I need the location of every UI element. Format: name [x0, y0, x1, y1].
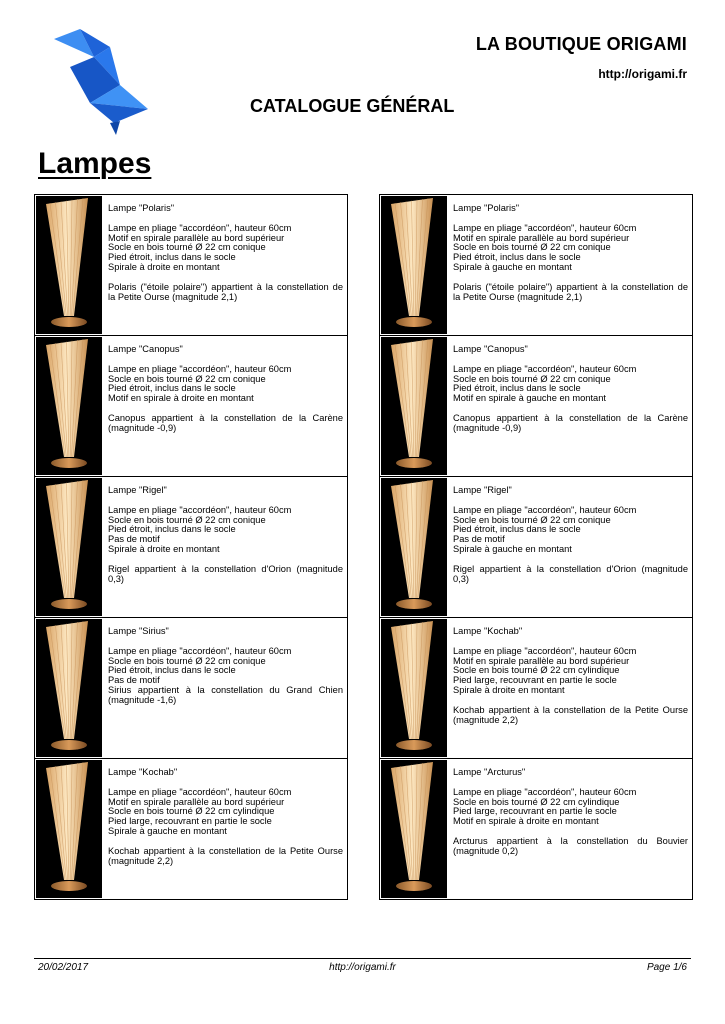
product-name: Lampe "Arcturus": [453, 767, 526, 777]
product-feature-line: Pas de motif: [453, 534, 505, 545]
product-name: Lampe "Sirius": [108, 626, 169, 636]
product-card: [380, 477, 692, 618]
site-url[interactable]: http://origami.fr: [598, 67, 687, 81]
product-card: [35, 477, 347, 618]
left-product-column: [34, 194, 348, 900]
product-feature-line: Socle en bois tourné Ø 22 cm conique: [453, 373, 611, 384]
product-feature-line: Socle en bois tourné Ø 22 cm conique: [453, 242, 611, 253]
product-feature-line: Lampe en pliage "accordéon", hauteur 60cm: [453, 363, 637, 374]
product-feature-line: Motif en spirale à droite en montant: [453, 816, 599, 827]
product-name: Lampe "Polaris": [108, 203, 175, 213]
product-card: [380, 336, 692, 477]
lamp-photo: [381, 196, 447, 334]
product-feature-line: Motif en spirale parallèle au bord supérieur: [108, 232, 285, 243]
product-note: Canopus appartient à la constellation de la Carène (magnitude -0,9): [108, 412, 343, 433]
product-card: [380, 195, 692, 336]
product-description: [108, 627, 343, 706]
product-feature-line: Socle en bois tourné Ø 22 cm conique: [108, 373, 266, 384]
product-name: Lampe "Rigel": [108, 485, 167, 495]
product-note: Polaris ("étoile polaire") appartient à la constellation de la Petite Ourse (magnitude 2,1): [108, 281, 343, 302]
product-feature-line: Pied étroit, inclus dans le socle: [108, 252, 236, 263]
product-feature-line: Spirale à gauche en montant: [453, 261, 572, 272]
brand-name: LA BOUTIQUE ORIGAMI: [475, 34, 687, 54]
lamp-photo: [381, 760, 447, 898]
product-feature-line: Pied large, recouvrant en partie le socle: [453, 675, 617, 686]
product-feature-line: Pied large, recouvrant en partie le socle: [453, 806, 617, 817]
product-feature-line: Sirius appartient à la constellation du Grand Chien (magnitude -1,6): [108, 684, 343, 705]
product-feature-line: Lampe en pliage "accordéon", hauteur 60cm: [108, 363, 292, 374]
lamp-photo: [381, 478, 447, 616]
product-feature-line: Spirale à gauche en montant: [108, 825, 227, 836]
product-feature-line: Socle en bois tourné Ø 22 cm cylindique: [453, 665, 620, 676]
product-note: Polaris ("étoile polaire") appartient à la constellation de la Petite Ourse (magnitude 2,1): [453, 281, 688, 302]
product-feature-line: Motif en spirale parallèle au bord supérieur: [108, 796, 285, 807]
product-name: Lampe "Canopus": [108, 344, 183, 354]
product-feature-line: Pied étroit, inclus dans le socle: [108, 524, 236, 535]
product-feature-line: Socle en bois tourné Ø 22 cm cylindique: [453, 796, 620, 807]
product-note: Rigel appartient à la constellation d'Orion (magnitude 0,3): [108, 563, 343, 584]
lamp-photo: [36, 196, 102, 334]
product-description: [453, 486, 688, 584]
lamp-photo: [36, 619, 102, 757]
product-name: Lampe "Canopus": [453, 344, 528, 354]
product-description: [453, 345, 688, 434]
product-feature-line: Socle en bois tourné Ø 22 cm conique: [108, 514, 266, 525]
product-card: [35, 759, 347, 899]
lamp-photo: [381, 619, 447, 757]
product-feature-line: Spirale à droite en montant: [108, 543, 220, 554]
lamp-photo: [36, 478, 102, 616]
product-feature-line: Motif en spirale à droite en montant: [108, 393, 254, 404]
product-feature-line: Spirale à gauche en montant: [453, 543, 572, 554]
product-feature-line: Spirale à droite en montant: [453, 684, 565, 695]
product-card: [35, 195, 347, 336]
product-feature-line: Socle en bois tourné Ø 22 cm conique: [453, 514, 611, 525]
product-feature-line: Socle en bois tourné Ø 22 cm cylindique: [108, 806, 275, 817]
section-title: Lampes: [38, 147, 152, 180]
product-feature-line: Lampe en pliage "accordéon", hauteur 60cm: [108, 222, 292, 233]
footer-date: 20/02/2017: [38, 962, 89, 973]
right-product-column: [379, 194, 693, 900]
product-description: [108, 345, 343, 434]
lamp-photo: [36, 760, 102, 898]
product-feature-line: Motif en spirale parallèle au bord supérieur: [453, 232, 630, 243]
product-feature-line: Lampe en pliage "accordéon", hauteur 60cm: [453, 222, 637, 233]
product-note: Arcturus appartient à la constellation du Bouvier (magnitude 0,2): [453, 835, 688, 856]
product-name: Lampe "Polaris": [453, 203, 520, 213]
lamp-photo: [381, 337, 447, 475]
product-feature-line: Spirale à droite en montant: [108, 261, 220, 272]
product-feature-line: Pied étroit, inclus dans le socle: [453, 524, 581, 535]
product-feature-line: Lampe en pliage "accordéon", hauteur 60cm: [453, 645, 637, 656]
product-note: Rigel appartient à la constellation d'Orion (magnitude 0,3): [453, 563, 688, 584]
product-feature-line: Pied large, recouvrant en partie le socle: [108, 816, 272, 827]
product-feature-line: Pas de motif: [108, 534, 160, 545]
product-description: [108, 204, 343, 302]
product-note: Kochab appartient à la constellation de la Petite Ourse (magnitude 2,2): [108, 845, 343, 866]
product-card: [380, 759, 692, 899]
product-feature-line: Lampe en pliage "accordéon", hauteur 60cm: [453, 504, 637, 515]
origami-bird-logo-icon: [50, 27, 152, 137]
product-note: Canopus appartient à la constellation de la Carène (magnitude -0,9): [453, 412, 688, 433]
product-feature-line: Lampe en pliage "accordéon", hauteur 60cm: [453, 786, 637, 797]
footer-page-number: Page 1/6: [646, 962, 687, 973]
catalogue-title: CATALOGUE GÉNÉRAL: [250, 96, 455, 116]
product-feature-line: Socle en bois tourné Ø 22 cm conique: [108, 242, 266, 253]
product-feature-line: Socle en bois tourné Ø 22 cm conique: [108, 655, 266, 666]
product-feature-line: Motif en spirale à gauche en montant: [453, 393, 606, 404]
product-note: Kochab appartient à la constellation de la Petite Ourse (magnitude 2,2): [453, 704, 688, 725]
product-card: [35, 618, 347, 759]
lamp-photo: [36, 337, 102, 475]
product-description: [108, 768, 343, 866]
product-feature-line: Lampe en pliage "accordéon", hauteur 60cm: [108, 645, 292, 656]
product-feature-line: Lampe en pliage "accordéon", hauteur 60cm: [108, 504, 292, 515]
product-description: [453, 627, 688, 725]
footer-url[interactable]: http://origami.fr: [329, 962, 396, 973]
product-feature-line: Pas de motif: [108, 675, 160, 686]
product-name: Lampe "Rigel": [453, 485, 512, 495]
footer-divider: [34, 958, 691, 959]
product-feature-line: Pied étroit, inclus dans le socle: [453, 383, 581, 394]
product-card: [380, 618, 692, 759]
product-feature-line: Motif en spirale parallèle au bord supérieur: [453, 655, 630, 666]
product-description: [453, 204, 688, 302]
product-name: Lampe "Kochab": [108, 767, 178, 777]
product-card: [35, 336, 347, 477]
product-feature-line: Pied étroit, inclus dans le socle: [108, 383, 236, 394]
product-feature-line: Pied étroit, inclus dans le socle: [453, 252, 581, 263]
product-description: [108, 486, 343, 584]
product-feature-line: Lampe en pliage "accordéon", hauteur 60cm: [108, 786, 292, 797]
product-description: [453, 768, 688, 857]
product-feature-line: Pied étroit, inclus dans le socle: [108, 665, 236, 676]
product-name: Lampe "Kochab": [453, 626, 523, 636]
